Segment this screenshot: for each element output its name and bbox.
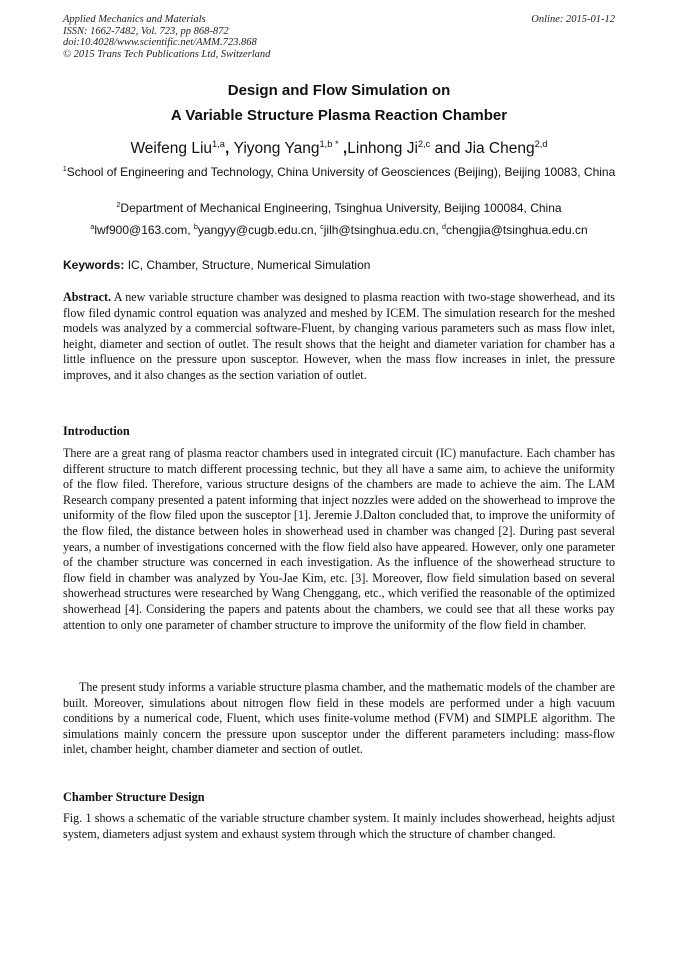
affiliation-1 bbox=[62, 165, 616, 180]
author-superscript: 1,a bbox=[212, 138, 225, 149]
email-list bbox=[62, 223, 616, 238]
introduction-paragraph-1: There are a great rang of plasma reactor chambers used in integrated circuit (IC) manufacture. Each chamber has different structure to match different processing technic, but they all have a same aim, to achieve the uniformity of the flow filed. Therefore, various structure designs of the chambers are made to achieve the aim. The LAM Research company presented a patent informing that inject nozzles were added on the showerhead to improve the uniformity of the flow filed upon the susceptor [1]. Jeremie J.Dalton concluded that, to improve the uniformity of the flow filed, the distance between holes in showerhead used in chamber was changed [2]. During past several years, a number of investigations concerned with the flow field also have appeared. However, only one parameter of the chamber structure was concerned in each investigation. As the influence of the showerhead structure to flow field in chamber was analyzed by You-Jae Kim, etc. [3]. Moreover, flow field simulation based on several showerhead structures were researched by Wang Chenggang, etc., which verified the reasonable of the optimized showerhead [4]. Considering the papers and patents about the chambers, we could see that all these works pay attention to only one parameter of chamber structure to improve the uniformity of the flow field in chamber. bbox=[63, 446, 615, 632]
author-list bbox=[40, 140, 638, 158]
affiliation-2 bbox=[62, 201, 616, 216]
issn-line: ISSN: 1662-7482, Vol. 723, pp 868-872 bbox=[63, 25, 229, 37]
email-superscript: d bbox=[442, 222, 447, 231]
author-name: Linhong Ji bbox=[347, 140, 418, 157]
author-name: Jia Cheng bbox=[464, 140, 535, 157]
introduction-paragraph-2: The present study informs a variable structure plasma chamber, and the mathematic models of the chamber are built. Moreover, simulations about nitrogen flow field in these models are performed under a high vacuum conditions by a numerical code, Fluent, which uses finite-volume method (FVM) and SIMPLE algorithm. The simulations mainly concern the pressure upon susceptor under the different parameters including: mass-flow inlet, chamber height, chamber diameter and section of outlet. bbox=[63, 680, 615, 757]
online-date: Online: 2015-01-12 bbox=[531, 14, 615, 25]
keywords-label: Keywords: bbox=[63, 258, 125, 272]
email-superscript: b bbox=[193, 222, 198, 231]
author-name: Yiyong Yang bbox=[233, 140, 320, 157]
author-superscript: 2,c bbox=[417, 138, 431, 149]
keywords bbox=[63, 258, 615, 272]
author-superscript: 2,d bbox=[534, 138, 548, 149]
email-address[interactable]: chengjia@tsinghua.edu.cn bbox=[446, 223, 588, 237]
author-separator: , bbox=[224, 140, 234, 157]
journal-name: Applied Mechanics and Materials bbox=[63, 14, 206, 25]
affiliation-text: Department of Mechanical Engineering, Tsinghua University, Beijing 100084, China bbox=[120, 201, 562, 215]
abstract bbox=[63, 290, 615, 384]
chamber-design-paragraph-1: Fig. 1 shows a schematic of the variable structure chamber system. It mainly includes showerhead, heights adjust system, diameters adjust system and exhaust system through which the structure of chamber changed. bbox=[63, 811, 615, 841]
email-address[interactable]: yangyy@cugb.edu.cn, bbox=[197, 223, 321, 237]
email-superscript: a bbox=[90, 222, 95, 231]
section-heading-chamber-structure-design: Chamber Structure Design bbox=[63, 790, 205, 804]
email-address[interactable]: lwf900@163.com, bbox=[94, 223, 194, 237]
author-separator: , bbox=[338, 140, 348, 157]
affiliation-superscript: 1 bbox=[62, 164, 67, 173]
abstract-text: A new variable structure chamber was designed to plasma reaction with two-stage showerhead, and its flow filed dynamic control equation was analyzed and meshed by ICEM. The simulation research for the meshed models was analyzed by a commercial software-Fluent, by changing various parameters such as mass flow inlet, height, diameter and section of outlet. The result shows that the height and diameter variation for chamber has a little influence on the pressure upon susceptor. However, when the mass flow increases in inlet, the pressure improves, and it also changes as the section variation of outlet. bbox=[63, 290, 615, 382]
email-address[interactable]: jilh@tsinghua.edu.cn, bbox=[323, 223, 443, 237]
abstract-label: Abstract. bbox=[63, 290, 112, 304]
affiliation-superscript: 2 bbox=[116, 200, 121, 209]
author-separator: and bbox=[430, 140, 465, 157]
keywords-text: IC, Chamber, Structure, Numerical Simulation bbox=[124, 258, 371, 272]
email-superscript: c bbox=[320, 222, 324, 231]
copyright-line: © 2015 Trans Tech Publications Ltd, Switzerland bbox=[63, 48, 271, 60]
affiliation-text: School of Engineering and Technology, China University of Geosciences (Beijing), Beijing 10083, China bbox=[66, 165, 616, 179]
section-heading-introduction: Introduction bbox=[63, 424, 130, 438]
doi-line: doi:10.4028/www.scientific.net/AMM.723.868 bbox=[63, 37, 257, 49]
publication-header bbox=[63, 14, 615, 60]
author-name: Weifeng Liu bbox=[130, 140, 213, 157]
author-superscript: 1,b * bbox=[319, 138, 339, 149]
paper-title-line-1: Design and Flow Simulation on bbox=[227, 82, 451, 99]
paper-title-line-2: A Variable Structure Plasma Reaction Chamber bbox=[170, 107, 508, 124]
